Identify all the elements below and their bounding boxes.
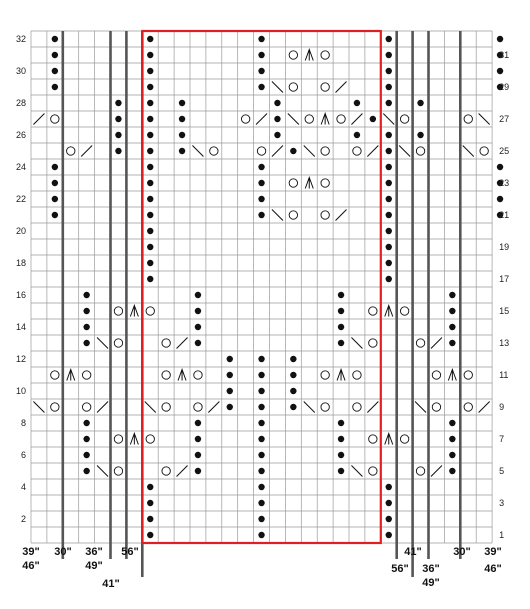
purl-dot xyxy=(147,180,153,186)
purl-dot xyxy=(147,148,153,154)
row-number-right: 1 xyxy=(499,530,505,540)
yarn-over-circle xyxy=(321,83,329,91)
purl-dot xyxy=(227,356,233,362)
row-number-left: 10 xyxy=(15,386,26,396)
row-number-left: 26 xyxy=(15,130,26,140)
purl-dot xyxy=(179,116,185,122)
row-number-right: 27 xyxy=(499,114,510,124)
k2tog-slash xyxy=(431,466,442,477)
purl-dot xyxy=(52,164,58,170)
k2tog-slash xyxy=(272,146,283,157)
purl-dot xyxy=(497,36,503,42)
yarn-over-circle xyxy=(146,307,154,315)
purl-dot xyxy=(52,36,58,42)
purl-dot xyxy=(386,164,392,170)
double-decrease-arrow xyxy=(448,370,456,381)
yarn-over-circle xyxy=(82,403,90,411)
purl-dot xyxy=(370,116,376,122)
size-label: 39" xyxy=(484,546,502,558)
purl-dot xyxy=(115,148,121,154)
purl-dot xyxy=(258,468,264,474)
yarn-over-circle xyxy=(369,339,377,347)
purl-dot xyxy=(449,452,455,458)
k2tog-slash xyxy=(479,402,490,413)
purl-dot xyxy=(258,388,264,394)
size-label: 39" xyxy=(22,546,40,558)
purl-dot xyxy=(386,148,392,154)
purl-dot xyxy=(497,68,503,74)
yarn-over-circle xyxy=(321,403,329,411)
ssk-slash xyxy=(383,114,394,125)
purl-dot xyxy=(258,180,264,186)
yarn-over-circle xyxy=(321,211,329,219)
row-number-left: 14 xyxy=(15,322,26,332)
size-label: 30" xyxy=(453,546,471,558)
row-number-left: 16 xyxy=(15,290,26,300)
purl-dot xyxy=(83,292,89,298)
k2tog-slash xyxy=(97,402,108,413)
purl-dot xyxy=(386,244,392,250)
ssk-slash xyxy=(351,338,362,349)
purl-dot xyxy=(195,452,201,458)
purl-dot xyxy=(83,468,89,474)
purl-dot xyxy=(179,132,185,138)
purl-dot xyxy=(386,532,392,538)
purl-dot xyxy=(195,436,201,442)
k2tog-slash xyxy=(177,338,188,349)
double-decrease-arrow xyxy=(67,370,75,381)
row-number-right: 15 xyxy=(499,306,510,316)
double-decrease-arrow xyxy=(321,114,329,125)
row-number-right: 9 xyxy=(499,402,505,412)
purl-dot xyxy=(258,500,264,506)
k2tog-slash xyxy=(33,114,44,125)
purl-dot xyxy=(274,132,280,138)
row-number-left: 20 xyxy=(15,226,26,236)
purl-dot xyxy=(147,68,153,74)
k2tog-slash xyxy=(431,338,442,349)
purl-dot xyxy=(449,436,455,442)
purl-dot xyxy=(386,484,392,490)
purl-dot xyxy=(147,164,153,170)
purl-dot xyxy=(195,420,201,426)
purl-dot xyxy=(52,68,58,74)
size-label: 49" xyxy=(85,560,103,572)
purl-dot xyxy=(258,420,264,426)
yarn-over-circle xyxy=(82,371,90,379)
purl-dot xyxy=(449,324,455,330)
purl-dot xyxy=(147,212,153,218)
purl-dot xyxy=(179,148,185,154)
purl-dot xyxy=(258,516,264,522)
purl-dot xyxy=(417,100,423,106)
yarn-over-circle xyxy=(480,147,488,155)
purl-dot xyxy=(497,164,503,170)
purl-dot xyxy=(83,324,89,330)
purl-dot xyxy=(195,292,201,298)
yarn-over-circle xyxy=(400,435,408,443)
purl-dot xyxy=(147,228,153,234)
purl-dot xyxy=(83,436,89,442)
purl-dot xyxy=(227,372,233,378)
row-number-right: 17 xyxy=(499,274,510,284)
ssk-slash xyxy=(415,402,426,413)
yarn-over-circle xyxy=(289,83,297,91)
purl-dot xyxy=(338,340,344,346)
purl-dot xyxy=(290,372,296,378)
yarn-over-circle xyxy=(432,403,440,411)
double-decrease-arrow xyxy=(385,306,393,317)
purl-dot xyxy=(338,452,344,458)
yarn-over-circle xyxy=(51,371,59,379)
yarn-over-circle xyxy=(162,403,170,411)
ssk-slash xyxy=(399,146,410,157)
purl-dot xyxy=(52,212,58,218)
purl-dot xyxy=(258,212,264,218)
yarn-over-circle xyxy=(114,467,122,475)
purl-dot xyxy=(147,516,153,522)
double-decrease-arrow xyxy=(305,50,313,61)
purl-dot xyxy=(386,52,392,58)
purl-dot xyxy=(147,100,153,106)
purl-dot xyxy=(386,196,392,202)
purl-dot xyxy=(449,420,455,426)
yarn-over-circle xyxy=(114,339,122,347)
purl-dot xyxy=(147,196,153,202)
row-number-left: 30 xyxy=(15,66,26,76)
yarn-over-circle xyxy=(321,371,329,379)
k2tog-slash xyxy=(336,210,347,221)
row-number-left: 28 xyxy=(15,98,26,108)
row-number-left: 24 xyxy=(15,162,26,172)
ssk-slash xyxy=(351,466,362,477)
yarn-over-circle xyxy=(369,435,377,443)
purl-dot xyxy=(386,516,392,522)
ssk-slash xyxy=(97,466,108,477)
row-number-right: 7 xyxy=(499,434,505,444)
double-decrease-arrow xyxy=(305,178,313,189)
k2tog-slash xyxy=(367,402,378,413)
purl-dot xyxy=(338,420,344,426)
ssk-slash xyxy=(97,338,108,349)
purl-dot xyxy=(147,532,153,538)
purl-dot xyxy=(227,404,233,410)
purl-dot xyxy=(52,84,58,90)
double-decrease-arrow xyxy=(178,370,186,381)
purl-dot xyxy=(83,420,89,426)
purl-dot xyxy=(386,276,392,282)
k2tog-slash xyxy=(351,114,362,125)
yarn-over-circle xyxy=(162,371,170,379)
yarn-over-circle xyxy=(51,403,59,411)
row-number-right: 21 xyxy=(499,210,510,220)
size-label: 41" xyxy=(404,546,422,558)
row-number-left: 18 xyxy=(15,258,26,268)
yarn-over-circle xyxy=(321,51,329,59)
purl-dot xyxy=(195,308,201,314)
yarn-over-circle xyxy=(416,467,424,475)
size-label: 46" xyxy=(484,563,502,575)
row-number-right: 25 xyxy=(499,146,510,156)
purl-dot xyxy=(354,132,360,138)
purl-dot xyxy=(417,132,423,138)
yarn-over-circle xyxy=(305,115,313,123)
purl-dot xyxy=(258,68,264,74)
yarn-over-circle xyxy=(353,371,361,379)
purl-dot xyxy=(258,436,264,442)
purl-dot xyxy=(386,100,392,106)
purl-dot xyxy=(258,84,264,90)
purl-dot xyxy=(258,164,264,170)
purl-dot xyxy=(258,484,264,490)
purl-dot xyxy=(115,116,121,122)
purl-dot xyxy=(83,340,89,346)
ssk-slash xyxy=(272,82,283,93)
purl-dot xyxy=(274,100,280,106)
purl-dot xyxy=(290,404,296,410)
purl-dot xyxy=(147,260,153,266)
purl-dot xyxy=(386,132,392,138)
yarn-over-circle xyxy=(162,339,170,347)
yarn-over-circle xyxy=(321,147,329,155)
ssk-slash xyxy=(33,402,44,413)
row-number-left: 12 xyxy=(15,354,26,364)
purl-dot xyxy=(338,468,344,474)
purl-dot xyxy=(386,500,392,506)
purl-dot xyxy=(386,260,392,266)
k2tog-slash xyxy=(367,146,378,157)
purl-dot xyxy=(386,228,392,234)
yarn-over-circle xyxy=(146,435,154,443)
ssk-slash xyxy=(463,146,474,157)
k2tog-slash xyxy=(336,82,347,93)
purl-dot xyxy=(274,116,280,122)
row-number-left: 8 xyxy=(20,418,26,428)
size-label: 36" xyxy=(85,546,103,558)
ssk-slash xyxy=(304,146,315,157)
k2tog-slash xyxy=(256,114,267,125)
size-label: 49" xyxy=(422,577,440,589)
purl-dot xyxy=(147,52,153,58)
purl-dot xyxy=(83,452,89,458)
yarn-over-circle xyxy=(67,147,75,155)
purl-dot xyxy=(290,356,296,362)
purl-dot xyxy=(258,404,264,410)
row-number-left: 22 xyxy=(15,194,26,204)
yarn-over-circle xyxy=(369,467,377,475)
purl-dot xyxy=(147,276,153,282)
yarn-over-circle xyxy=(289,51,297,59)
yarn-over-circle xyxy=(289,211,297,219)
k2tog-slash xyxy=(208,402,219,413)
row-number-right: 11 xyxy=(499,370,509,380)
ssk-slash xyxy=(304,402,315,413)
yarn-over-circle xyxy=(416,339,424,347)
row-number-left: 4 xyxy=(20,482,26,492)
ssk-slash xyxy=(192,146,203,157)
purl-dot xyxy=(115,132,121,138)
purl-dot xyxy=(290,388,296,394)
row-number-right: 13 xyxy=(499,338,510,348)
purl-dot xyxy=(354,100,360,106)
purl-dot xyxy=(258,52,264,58)
size-label: 56" xyxy=(121,546,139,558)
yarn-over-circle xyxy=(194,403,202,411)
purl-dot xyxy=(338,292,344,298)
row-number-right: 29 xyxy=(499,82,510,92)
row-number-left: 6 xyxy=(20,450,26,460)
purl-dot xyxy=(338,436,344,442)
size-label: 41" xyxy=(102,578,120,590)
yarn-over-circle xyxy=(162,467,170,475)
purl-dot xyxy=(195,324,201,330)
purl-dot xyxy=(195,468,201,474)
yarn-over-circle xyxy=(114,307,122,315)
purl-dot xyxy=(386,68,392,74)
purl-dot xyxy=(83,308,89,314)
yarn-over-circle xyxy=(321,179,329,187)
yarn-over-circle xyxy=(51,115,59,123)
purl-dot xyxy=(195,340,201,346)
yarn-over-circle xyxy=(464,371,472,379)
yarn-over-circle xyxy=(114,435,122,443)
yarn-over-circle xyxy=(400,307,408,315)
purl-dot xyxy=(227,388,233,394)
yarn-over-circle xyxy=(241,115,249,123)
purl-dot xyxy=(290,148,296,154)
yarn-over-circle xyxy=(416,147,424,155)
row-number-left: 32 xyxy=(15,34,26,44)
purl-dot xyxy=(449,308,455,314)
purl-dot xyxy=(147,116,153,122)
ssk-slash xyxy=(272,210,283,221)
purl-dot xyxy=(449,340,455,346)
yarn-over-circle xyxy=(210,147,218,155)
purl-dot xyxy=(449,292,455,298)
double-decrease-arrow xyxy=(337,370,345,381)
double-decrease-arrow xyxy=(385,434,393,445)
purl-dot xyxy=(449,468,455,474)
purl-dot xyxy=(497,196,503,202)
purl-dot xyxy=(147,244,153,250)
yarn-over-circle xyxy=(432,371,440,379)
row-number-right: 19 xyxy=(499,242,510,252)
yarn-over-circle xyxy=(289,179,297,187)
purl-dot xyxy=(386,212,392,218)
purl-dot xyxy=(147,84,153,90)
yarn-over-circle xyxy=(353,403,361,411)
row-number-right: 5 xyxy=(499,466,505,476)
purl-dot xyxy=(258,372,264,378)
purl-dot xyxy=(338,308,344,314)
purl-dot xyxy=(147,132,153,138)
double-decrease-arrow xyxy=(130,306,138,317)
ssk-slash xyxy=(145,402,156,413)
double-decrease-arrow xyxy=(130,434,138,445)
purl-dot xyxy=(147,36,153,42)
purl-dot xyxy=(386,36,392,42)
purl-dot xyxy=(258,532,264,538)
purl-dot xyxy=(52,52,58,58)
k2tog-slash xyxy=(81,146,92,157)
yarn-over-circle xyxy=(369,307,377,315)
row-number-left: 2 xyxy=(20,514,26,524)
purl-dot xyxy=(338,324,344,330)
row-number-right: 3 xyxy=(499,498,505,508)
ssk-slash xyxy=(288,114,299,125)
yarn-over-circle xyxy=(464,115,472,123)
yarn-over-circle xyxy=(337,115,345,123)
purl-dot xyxy=(179,100,185,106)
k2tog-slash xyxy=(177,466,188,477)
yarn-over-circle xyxy=(194,371,202,379)
size-label: 46" xyxy=(22,560,40,572)
purl-dot xyxy=(258,452,264,458)
purl-dot xyxy=(386,84,392,90)
yarn-over-circle xyxy=(353,147,361,155)
purl-dot xyxy=(52,180,58,186)
yarn-over-circle xyxy=(464,403,472,411)
purl-dot xyxy=(147,500,153,506)
row-number-right: 23 xyxy=(499,178,510,188)
row-number-right: 31 xyxy=(499,50,510,60)
purl-dot xyxy=(258,356,264,362)
purl-dot xyxy=(258,36,264,42)
yarn-over-circle xyxy=(257,147,265,155)
purl-dot xyxy=(52,196,58,202)
size-label: 56" xyxy=(391,563,409,575)
size-label: 36" xyxy=(422,563,440,575)
size-label: 30" xyxy=(54,546,72,558)
yarn-over-circle xyxy=(400,115,408,123)
ssk-slash xyxy=(479,114,490,125)
purl-dot xyxy=(258,196,264,202)
purl-dot xyxy=(115,100,121,106)
purl-dot xyxy=(386,180,392,186)
purl-dot xyxy=(147,484,153,490)
